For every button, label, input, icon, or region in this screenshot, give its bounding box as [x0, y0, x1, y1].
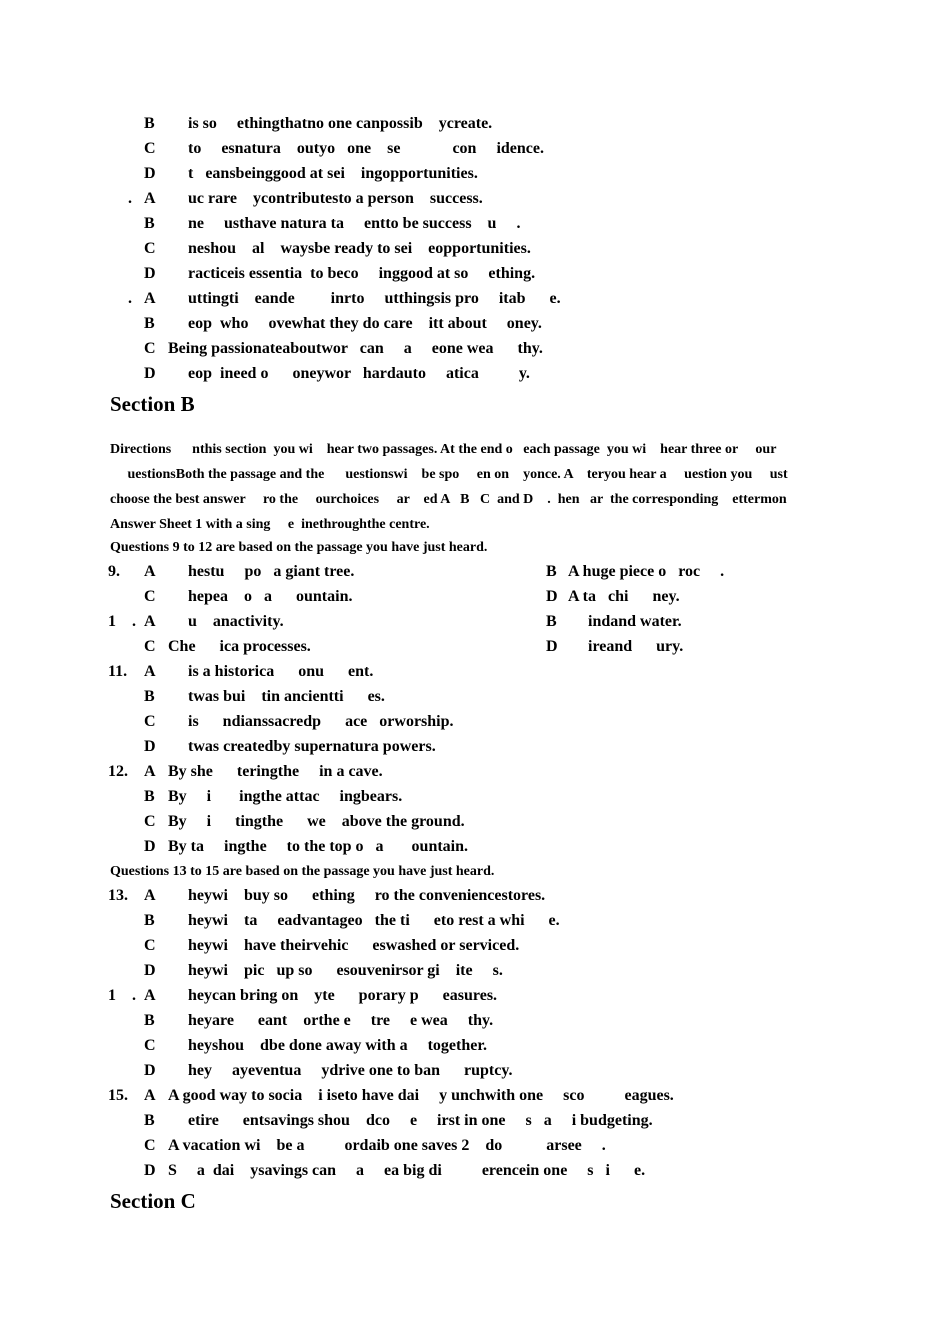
- option-line: [0, 1011, 950, 1031]
- question-number: 15.: [108, 1087, 128, 1104]
- option-line: [0, 911, 950, 931]
- option-text: eop who ovewhat they do care itt about oney.: [188, 315, 542, 332]
- option-text: is a historica onu ent.: [188, 663, 374, 680]
- section-c-title: Section C: [110, 1189, 196, 1213]
- option-letter: B: [144, 1012, 155, 1029]
- directions-line: choose the best answer ro the ourchoices ar ed A B C and D . hen ar the corresponding ettermon: [110, 492, 787, 507]
- option-line: [0, 737, 950, 757]
- option-letter: B: [144, 912, 155, 929]
- option-line: [0, 886, 950, 906]
- option-line: [0, 139, 950, 159]
- option-letter: D: [144, 1062, 156, 1079]
- option-text: By ta ingthe to the top o a ountain.: [168, 838, 469, 855]
- option-line: [0, 1161, 950, 1181]
- option-letter: B: [144, 315, 155, 332]
- option-text: S a dai ysavings can a ea big di erencein one s i e.: [168, 1162, 646, 1179]
- option-text: hey ayeventua ydrive one to ban ruptcy.: [188, 1062, 513, 1079]
- option-text: to esnatura outyo one se con idence.: [188, 140, 544, 157]
- option-line: [0, 662, 950, 682]
- section-b-title: Section B: [110, 392, 195, 416]
- option-letter: D: [144, 265, 156, 282]
- option-text: is ndianssacredp ace orworship.: [188, 713, 454, 730]
- option-line: [0, 712, 950, 732]
- option-line-right: [0, 637, 950, 657]
- option-letter: C: [144, 140, 156, 157]
- question-number: 11.: [108, 663, 128, 680]
- option-text: heywi buy so ething ro the conveniencestores.: [188, 887, 546, 904]
- option-line: [0, 812, 950, 832]
- option-letter: B: [144, 788, 155, 805]
- option-line: [0, 189, 950, 209]
- option-letter: A: [144, 290, 156, 307]
- option-letter: C: [144, 937, 156, 954]
- option-text: A ta chi ney.: [568, 588, 680, 605]
- q13-15-heading: Questions 13 to 15 are based on the passage you have just heard.: [110, 864, 495, 879]
- option-letter: A: [144, 987, 156, 1004]
- option-text: heywi ta eadvantageo the ti eto rest a whi e.: [188, 912, 560, 929]
- option-text: heyshou dbe done away with a together.: [188, 1037, 487, 1054]
- option-text: hestu po a giant tree.: [188, 563, 355, 580]
- option-line: [0, 1061, 950, 1081]
- option-text: A good way to socia i iseto have dai y unchwith one sco eagues.: [168, 1087, 674, 1104]
- option-line-right: [0, 587, 950, 607]
- option-letter: D: [144, 365, 156, 382]
- option-letter: B: [144, 215, 155, 232]
- option-letter: D: [144, 738, 156, 755]
- option-line: [0, 787, 950, 807]
- question-number: .: [128, 190, 132, 207]
- option-letter: A: [144, 763, 156, 780]
- option-text: uc rare ycontributesto a person success.: [188, 190, 483, 207]
- option-line: [0, 1036, 950, 1056]
- directions-line: uestionsBoth the passage and the uestionswi be spo en on yonce. A teryou hear a uestion you ust: [110, 467, 788, 482]
- option-line-right: [0, 612, 950, 632]
- option-letter: C: [144, 1037, 156, 1054]
- option-letter: C: [144, 713, 156, 730]
- option-letter: D: [144, 962, 156, 979]
- option-text: heycan bring on yte porary p easures.: [188, 987, 498, 1004]
- q9-12-heading: Questions 9 to 12 are based on the passage you have just heard.: [110, 540, 488, 555]
- option-line: [0, 1086, 950, 1106]
- option-letter: D: [546, 588, 558, 605]
- option-text: By i ingthe attac ingbears.: [168, 788, 403, 805]
- option-text: racticeis essentia to beco inggood at so ething.: [188, 265, 536, 282]
- option-letter: B: [546, 563, 557, 580]
- question-number: 12.: [108, 763, 128, 780]
- option-line: [0, 762, 950, 782]
- option-text: ne usthave natura ta entto be success u .: [188, 215, 521, 232]
- option-text: ireand ury.: [588, 638, 684, 655]
- option-text: heyare eant orthe e tre e wea thy.: [188, 1012, 494, 1029]
- option-text: twas createdby supernatura powers.: [188, 738, 436, 755]
- option-letter: C: [144, 638, 156, 655]
- option-letter: B: [144, 115, 155, 132]
- option-line: [0, 364, 950, 384]
- option-text: twas bui tin ancientti es.: [188, 688, 385, 705]
- option-text: etire entsavings shou dco e irst in one s a i budgeting.: [188, 1112, 653, 1129]
- option-text: Being passionateaboutwor can a eone wea thy.: [168, 340, 543, 357]
- option-text: By i tingthe we above the ground.: [168, 813, 465, 830]
- option-line: [0, 936, 950, 956]
- option-text: eop ineed o oneywor hardauto atica y.: [188, 365, 530, 382]
- option-line-right: [0, 562, 950, 582]
- option-letter: D: [546, 638, 558, 655]
- option-letter: C: [144, 240, 156, 257]
- option-line: [0, 1136, 950, 1156]
- option-text: hepea o a ountain.: [188, 588, 353, 605]
- directions-line: Answer Sheet 1 with a sing e inethroughthe centre.: [110, 517, 430, 532]
- option-letter: B: [144, 1112, 155, 1129]
- option-text: u anactivity.: [188, 613, 284, 630]
- option-line: [0, 214, 950, 234]
- option-letter: C: [144, 813, 156, 830]
- option-line: [0, 164, 950, 184]
- option-letter: B: [144, 688, 155, 705]
- option-line: [0, 314, 950, 334]
- option-letter: D: [144, 165, 156, 182]
- question-number: .: [128, 290, 132, 307]
- option-letter: A: [144, 1087, 156, 1104]
- option-letter: C: [144, 588, 156, 605]
- option-text: Che ica processes.: [168, 638, 311, 655]
- option-line: [0, 239, 950, 259]
- option-letter: A: [144, 663, 156, 680]
- option-text: indand water.: [588, 613, 682, 630]
- option-text: heywi pic up so esouvenirsor gi ite s.: [188, 962, 503, 979]
- option-letter: A: [144, 613, 156, 630]
- option-text: t eansbeinggood at sei ingopportunities.: [188, 165, 478, 182]
- question-number: 1 .: [108, 987, 136, 1004]
- question-number: 13.: [108, 887, 128, 904]
- option-letter: B: [546, 613, 557, 630]
- option-line: [0, 289, 950, 309]
- option-text: neshou al waysbe ready to sei eopportunities.: [188, 240, 531, 257]
- option-text: is so ethingthatno one canpossib ycreate.: [188, 115, 493, 132]
- option-text: A vacation wi be a ordaib one saves 2 do arsee .: [168, 1137, 606, 1154]
- option-letter: D: [144, 1162, 156, 1179]
- question-number: 9.: [108, 563, 120, 580]
- directions-line: Directions nthis section you wi hear two passages. At the end o each passage you wi hear three or our: [110, 442, 777, 457]
- option-text: uttingti eande inrto utthingsis pro itab e.: [188, 290, 561, 307]
- option-text: A huge piece o roc .: [568, 563, 725, 580]
- option-line: [0, 1111, 950, 1131]
- option-letter: A: [144, 887, 156, 904]
- option-letter: D: [144, 838, 156, 855]
- option-line: [0, 837, 950, 857]
- option-line: [0, 339, 950, 359]
- question-number: 1 .: [108, 613, 136, 630]
- option-letter: C: [144, 1137, 156, 1154]
- option-letter: C: [144, 340, 156, 357]
- option-line: [0, 264, 950, 284]
- option-line: [0, 961, 950, 981]
- option-line: [0, 114, 950, 134]
- option-line: [0, 687, 950, 707]
- option-letter: A: [144, 563, 156, 580]
- option-line: [0, 986, 950, 1006]
- option-text: heywi have theirvehic eswashed or serviced.: [188, 937, 520, 954]
- option-letter: A: [144, 190, 156, 207]
- option-text: By she teringthe in a cave.: [168, 763, 383, 780]
